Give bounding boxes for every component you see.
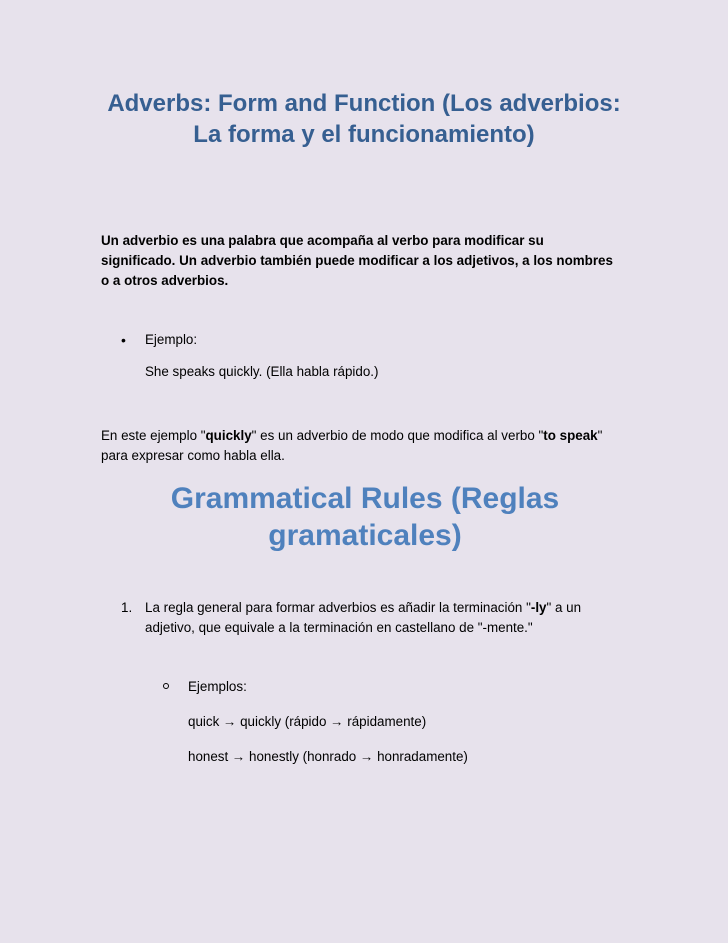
rule-text (145, 598, 625, 638)
example-label: Ejemplo: (145, 332, 198, 347)
explanation-term: to speak (543, 428, 598, 443)
explanation-paragraph (101, 426, 621, 466)
rule-text-part: " a un adjetivo, que equivale a la terminación en castellano de "-mente." (145, 600, 582, 635)
explanation-text: " para expresar como habla ella. (101, 428, 603, 463)
document-title: Adverbs: Form and Function (Los adverbios: La forma y el funcionamiento) (107, 90, 621, 148)
intro-paragraph: Un adverbio es una palabra que acompaña al verbo para modificar su significado. Un adverbio también puede modificar a los adjetivos, a los nombres o a otros adverbios. (101, 233, 613, 288)
explanation-text: " es un adverbio de modo que modifica al verbo " (251, 428, 544, 443)
rule-term: -ly (530, 600, 547, 615)
example-item: quick → quickly (rápido → rápidamente) (188, 714, 427, 729)
bullet-marker: • (121, 332, 126, 348)
explanation-text: En este ejemplo " (101, 428, 206, 443)
examples-label: Ejemplos: (188, 679, 247, 694)
example-sentence: She speaks quickly. (Ella habla rápido.) (145, 364, 379, 379)
example-item: honest → honestly (honrado → honradamente) (188, 749, 468, 764)
explanation-term: quickly (205, 428, 252, 443)
rule-number: 1. (121, 600, 133, 615)
sub-bullet-marker (163, 683, 169, 689)
rule-text-part: La regla general para formar adverbios es añadir la terminación " (145, 600, 531, 615)
section-title: Grammatical Rules (Reglas gramaticales) (170, 482, 560, 552)
